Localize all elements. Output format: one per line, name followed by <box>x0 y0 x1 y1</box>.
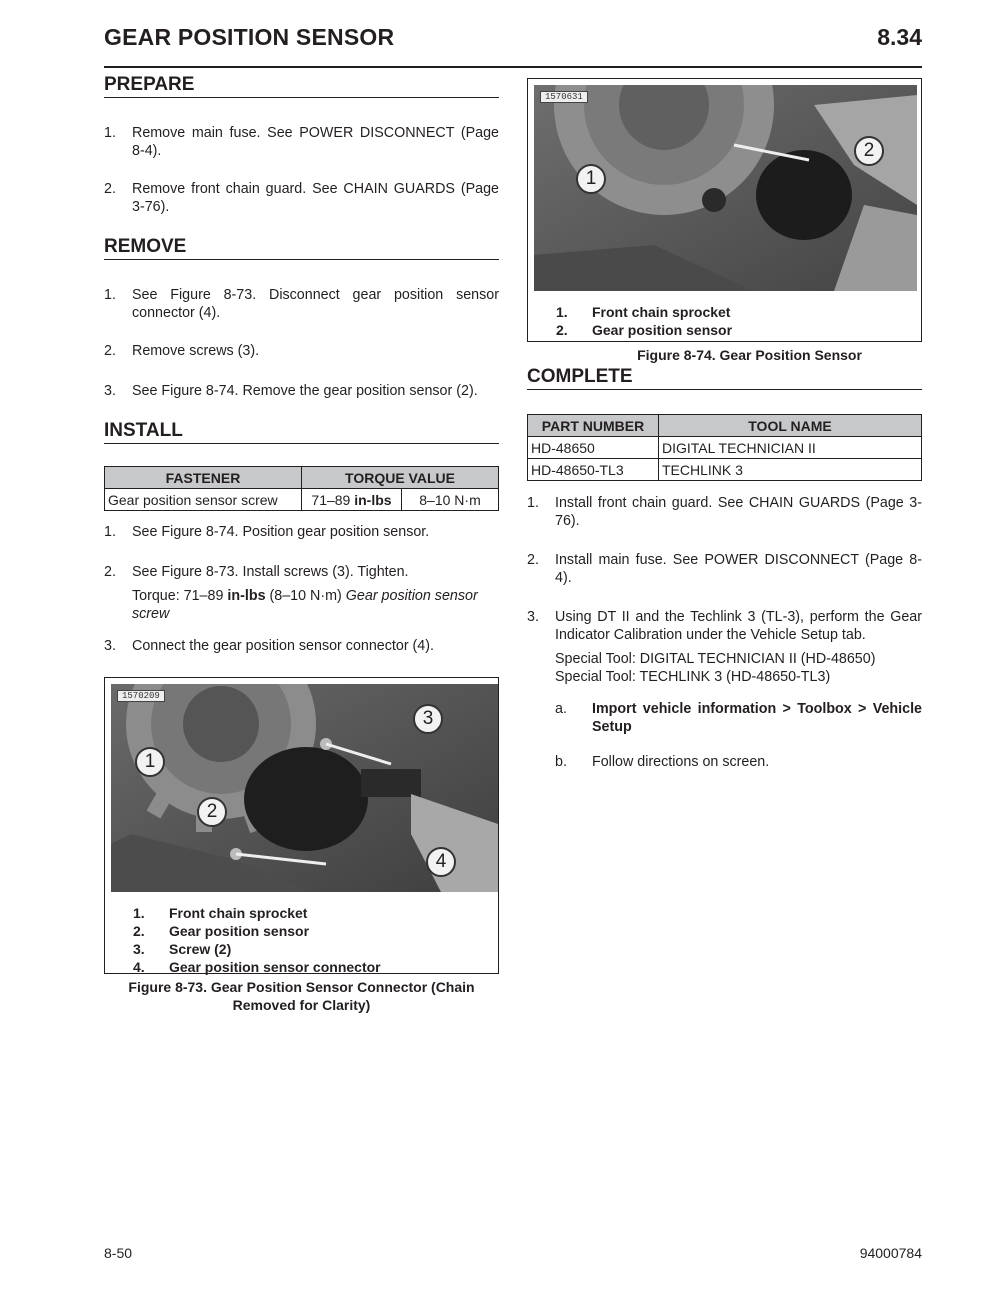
list-item <box>527 551 922 587</box>
table-header-tool-name: TOOL NAME <box>659 415 922 437</box>
special-tool-1: Special Tool: DIGITAL TECHNICIAN II (HD-48650) <box>555 651 876 667</box>
figure-73-photo-id: 1570209 <box>117 690 165 702</box>
figure-74 <box>527 78 922 342</box>
complete-steps <box>527 494 922 771</box>
list-item: 4. Gear position sensor connector <box>133 959 381 975</box>
list-item <box>104 286 499 322</box>
list-item <box>527 494 922 530</box>
figure-74-legend <box>528 297 921 343</box>
list-item <box>104 382 499 400</box>
callout-1: 1 <box>576 164 606 194</box>
list-item <box>104 124 499 160</box>
step-text: Remove screws (3). <box>132 343 260 359</box>
substeps <box>555 700 922 771</box>
step-text: Connect the gear position sensor connector (4). <box>132 638 434 654</box>
list-item <box>104 523 499 541</box>
step-number: 3. <box>104 383 116 399</box>
remove-heading: REMOVE <box>104 236 499 260</box>
callout-3: 3 <box>413 704 443 734</box>
table-row <box>105 489 499 511</box>
step-text: See Figure 8-73. Install screws (3). Tighten. <box>132 564 409 580</box>
install-heading: INSTALL <box>104 420 499 444</box>
figure-74-caption: Figure 8-74. Gear Position Sensor <box>637 347 862 363</box>
figure-73-caption: Figure 8-73. Gear Position Sensor Connector (Chain Removed for Clarity) <box>128 979 475 1013</box>
step-text: Install main fuse. See POWER DISCONNECT (Page 8-4). <box>555 552 922 586</box>
remove-steps <box>104 286 499 400</box>
torque-unit: in-lbs <box>354 491 392 508</box>
list-item: 2. Gear position sensor <box>556 322 733 338</box>
step-number: 1. <box>527 495 539 511</box>
step-text: Remove main fuse. See POWER DISCONNECT (Page 8-4). <box>132 125 499 159</box>
callout-2: 2 <box>197 797 227 827</box>
prepare-steps <box>104 124 499 216</box>
step-text: See Figure 8-74. Position gear position sensor. <box>132 524 430 540</box>
footer-page-number: 8-50 <box>104 1245 133 1261</box>
callout-4: 4 <box>426 847 456 877</box>
footer-doc-number: 94000784 <box>859 1245 922 1261</box>
table-header-fastener: FASTENER <box>105 467 302 489</box>
torque-metric-cell: 8–10 N·m <box>402 489 499 511</box>
table-row <box>528 459 922 481</box>
special-tool-2: Special Tool: TECHLINK 3 (HD-48650-TL3) <box>555 669 831 685</box>
step-text: Remove front chain guard. See CHAIN GUARDS (Page 3-76). <box>132 181 499 215</box>
step-number: 1. <box>104 524 116 540</box>
torque-imperial-cell: 71–89 in-lbs <box>302 489 402 511</box>
torque-note: Torque: 71–89 in-lbs (8–10 N·m) Gear position sensor screw <box>132 588 478 622</box>
torque-table <box>104 466 499 511</box>
list-item <box>527 608 922 771</box>
list-item <box>104 342 499 360</box>
left-column <box>104 70 499 1014</box>
install-steps <box>104 523 499 655</box>
step-text: See Figure 8-74. Remove the gear position sensor (2). <box>132 383 478 399</box>
part-number-cell: HD-48650-TL3 <box>528 459 659 481</box>
figure-73-photo <box>111 684 498 892</box>
part-number-cell: HD-48650 <box>528 437 659 459</box>
step-number: 1. <box>104 287 116 303</box>
list-item: a. Import vehicle information > Toolbox > Vehicle Setup <box>555 701 922 735</box>
step-text: Install front chain guard. See CHAIN GUARDS (Page 3-76). <box>555 495 922 529</box>
tool-name-cell: DIGITAL TECHNICIAN II <box>659 437 922 459</box>
table-header-part-number: PART NUMBER <box>528 415 659 437</box>
step-number: 2. <box>104 564 116 580</box>
page-header <box>104 24 922 68</box>
figure-74-photo-id: 1570631 <box>540 91 588 103</box>
step-number: 3. <box>527 609 539 625</box>
table-header-torque: TORQUE VALUE <box>302 467 499 489</box>
prepare-heading: PREPARE <box>104 74 499 98</box>
list-item <box>104 637 499 655</box>
step-number: 2. <box>527 552 539 568</box>
callout-1: 1 <box>135 747 165 777</box>
list-item: 1. Front chain sprocket <box>556 304 731 320</box>
list-item <box>104 180 499 216</box>
list-item: 2. Gear position sensor <box>133 923 310 939</box>
page-number: 8.34 <box>877 24 922 50</box>
table-row <box>528 437 922 459</box>
callout-2: 2 <box>854 136 884 166</box>
step-number: 3. <box>104 638 116 654</box>
complete-heading: COMPLETE <box>527 366 922 390</box>
page-title: GEAR POSITION SENSOR <box>104 24 395 50</box>
step-text: See Figure 8-73. Disconnect gear position sensor connector (4). <box>132 287 499 321</box>
tool-name-cell: TECHLINK 3 <box>659 459 922 481</box>
figure-73 <box>104 677 499 974</box>
list-item: 1. Front chain sprocket <box>133 905 308 921</box>
step-number: 2. <box>104 343 116 359</box>
step-number: 2. <box>104 181 116 197</box>
figure-73-legend <box>105 898 498 980</box>
step-text: Using DT II and the Techlink 3 (TL-3), perform the Gear Indicator Calibration under the Vehicle Setup tab. <box>555 609 922 643</box>
right-column <box>527 78 922 788</box>
step-number: 1. <box>104 125 116 141</box>
fastener-cell: Gear position sensor screw <box>105 489 302 511</box>
list-item: 3. Screw (2) <box>133 941 232 957</box>
list-item: b. Follow directions on screen. <box>555 754 770 770</box>
figure-74-photo <box>534 85 917 291</box>
list-item <box>104 563 499 623</box>
tools-table <box>527 414 922 481</box>
